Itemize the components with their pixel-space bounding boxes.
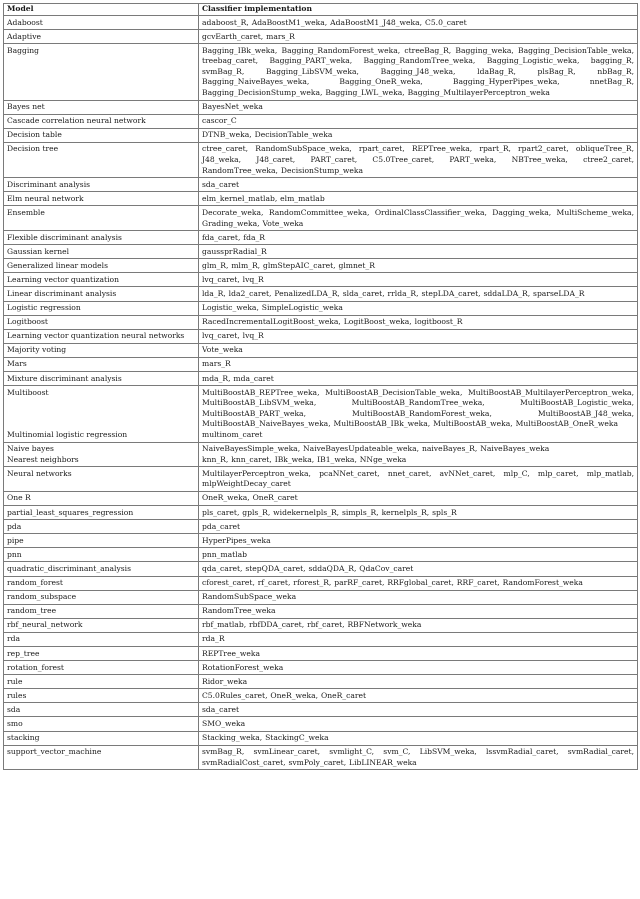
- table-row: [4, 192, 638, 206]
- model-name: Cascade correlation neural network: [7, 116, 146, 126]
- table-row: [4, 30, 638, 44]
- implementation-cell: [199, 273, 638, 287]
- implementation-list: REPTree_weka: [202, 648, 260, 658]
- table-row: [4, 372, 638, 386]
- implementation-list: Logistic_weka, SimpleLogistic_weka: [202, 303, 343, 313]
- implementation-list: Decorate_weka, RandomCommittee_weka, OrdinalClassClassifier_weka, Dagging_weka, MultiScheme_weka, Grading_weka, Vote_weka: [202, 207, 634, 228]
- table-row: [4, 717, 638, 731]
- model-cell: [4, 506, 199, 520]
- model-name: Bagging: [7, 45, 40, 55]
- model-name: rule: [7, 676, 23, 686]
- implementation-cell: [199, 576, 638, 590]
- model-cell: [4, 372, 199, 386]
- implementation-list: svmBag_R, svmLinear_caret, svmlight_C, svm_C, LibSVM_weka, lssvmRadial_caret, svmRadial_caret, svmRadialCost_caret, svmPoly_caret, LibLINEAR_weka: [202, 747, 634, 767]
- implementation-list: Bagging_IBk_weka, Bagging_RandomForest_weka, ctreeBag_R, Bagging_weka, Bagging_DecisionTable_weka, treebag_caret, Bagging_PART_weka, Bagging_RandomTree_weka, Bagging_Logistic_weka, bagging_R, svmBag_R, Bagging_LibSVM_weka, Bagging_J48_weka, ldaBag_R, plsBag_R, nbBag_R, Bagging_NaiveBayes_weka, Bagging_OneR_weka, Bagging_HyperPipes_weka, nnetBag_R, Bagging_DecisionStump_weka, Bagging_LWL_weka, Bagging_MultilayerPerceptron_weka: [202, 45, 634, 98]
- implementation-list: lda_R, lda2_caret, PenalizedLDA_R, slda_caret, rrlda_R, stepLDA_caret, sddaLDA_R, sparseLDA_R: [202, 288, 585, 298]
- implementation-list: glm_R, mlm_R, glmStepAIC_caret, glmnet_R: [202, 260, 375, 270]
- table-row: [4, 590, 638, 604]
- model-cell: [4, 442, 199, 467]
- table-row: [4, 618, 638, 632]
- model-name: rbf_neural_network: [7, 620, 83, 630]
- model-cell: [4, 16, 199, 30]
- model-cell: [4, 30, 199, 44]
- implementation-list: rbf_matlab, rbfDDA_caret, rbf_caret, RBFNetwork_weka: [202, 620, 422, 630]
- implementation-list: Ridor_weka: [202, 676, 248, 686]
- model-name: rules: [7, 690, 27, 700]
- implementation-cell: [199, 245, 638, 259]
- table-row: [4, 142, 638, 177]
- implementation-cell: [199, 231, 638, 245]
- model-name: stacking: [7, 733, 40, 743]
- table-row: [4, 16, 638, 30]
- model-name: rda: [7, 634, 21, 644]
- model-cell: [4, 689, 199, 703]
- table-row: [4, 44, 638, 100]
- model-cell: [4, 731, 199, 745]
- implementation-cell: [199, 506, 638, 520]
- model-name: smo: [7, 718, 23, 728]
- implementation-cell: [199, 632, 638, 646]
- model-cell: [4, 178, 199, 192]
- implementation-list: knn_R, knn_caret, IBk_weka, IB1_weka, NNge_weka: [202, 454, 407, 464]
- implementation-list: SMO_weka: [202, 718, 246, 728]
- implementation-list: pda_caret: [202, 521, 241, 531]
- model-name: partial_least_squares_regression: [7, 507, 134, 517]
- table-row: [4, 647, 638, 661]
- implementation-cell: [199, 100, 638, 114]
- implementation-cell: [199, 731, 638, 745]
- model-cell: [4, 590, 199, 604]
- table-row: [4, 231, 638, 245]
- implementation-list: rda_R: [202, 634, 225, 644]
- implementation-cell: [199, 128, 638, 142]
- table-row: [4, 661, 638, 675]
- table-row: [4, 689, 638, 703]
- model-cell: [4, 467, 199, 492]
- implementation-cell: [199, 343, 638, 357]
- table-row: [4, 467, 638, 492]
- implementation-cell: [199, 590, 638, 604]
- implementation-list: mda_R, mda_caret: [202, 373, 274, 383]
- model-name: Discriminant analysis: [7, 179, 91, 189]
- model-cell: [4, 114, 199, 128]
- implementation-list: mars_R: [202, 359, 231, 369]
- table-body: [4, 16, 638, 770]
- model-cell: [4, 273, 199, 287]
- implementation-list: gcvEarth_caret, mars_R: [202, 31, 295, 41]
- implementation-list: cforest_caret, rf_caret, rforest_R, parRF_caret, RRFglobal_caret, RRF_caret, RandomForest_weka: [202, 578, 583, 588]
- implementation-cell: [199, 16, 638, 30]
- table-row: [4, 245, 638, 259]
- implementation-list: Vote_weka: [202, 345, 243, 355]
- implementation-cell: [199, 548, 638, 562]
- implementation-cell: [199, 520, 638, 534]
- implementation-list: fda_caret, fda_R: [202, 232, 265, 242]
- model-cell: [4, 315, 199, 329]
- table-row: [4, 287, 638, 301]
- model-cell: [4, 717, 199, 731]
- implementation-list: adaboost_R, AdaBoostM1_weka, AdaBoostM1_J48_weka, C5.0_caret: [202, 17, 467, 27]
- implementation-cell: [199, 329, 638, 343]
- table-row: [4, 315, 638, 329]
- table-row: [4, 534, 638, 548]
- table-row: [4, 548, 638, 562]
- implementation-list: sda_caret: [202, 704, 240, 714]
- model-name: pnn: [7, 549, 22, 559]
- model-name: Generalized linear models: [7, 260, 108, 270]
- model-name: Logistic regression: [7, 303, 81, 313]
- implementation-cell: [199, 30, 638, 44]
- model-name: Learning vector quantization neural networks: [7, 331, 185, 341]
- model-name: Decision tree: [7, 144, 59, 154]
- model-name: Mixture discriminant analysis: [7, 373, 122, 383]
- model-cell: [4, 491, 199, 505]
- model-name: quadratic_discriminant_analysis: [7, 563, 131, 573]
- implementation-cell: [199, 259, 638, 273]
- model-name: Learning vector quantization: [7, 274, 120, 284]
- implementation-list: DTNB_weka, DecisionTable_weka: [202, 130, 333, 140]
- model-cell: [4, 357, 199, 371]
- table-row: [4, 206, 638, 231]
- model-cell: [4, 128, 199, 142]
- implementation-list: RotationForest_weka: [202, 662, 284, 672]
- model-cell: [4, 287, 199, 301]
- model-cell: [4, 206, 199, 231]
- table-row: [4, 604, 638, 618]
- header-model: Model: [4, 4, 199, 16]
- implementation-list: RandomTree_weka: [202, 606, 276, 616]
- model-cell: [4, 745, 199, 770]
- model-cell: [4, 675, 199, 689]
- model-cell: [4, 618, 199, 632]
- implementation-list: RandomSubSpace_weka: [202, 592, 297, 602]
- model-cell: [4, 632, 199, 646]
- implementation-cell: [199, 386, 638, 442]
- model-cell: [4, 534, 199, 548]
- implementation-list: cascor_C: [202, 116, 237, 126]
- model-cell: [4, 661, 199, 675]
- implementation-cell: [199, 604, 638, 618]
- table-row: [4, 562, 638, 576]
- model-name: Bayes net: [7, 102, 45, 112]
- model-name: Logitboost: [7, 317, 48, 327]
- table-row: [4, 259, 638, 273]
- model-name: rotation_forest: [7, 662, 64, 672]
- model-name: Naive bayes: [7, 444, 54, 454]
- model-cell: [4, 562, 199, 576]
- implementation-cell: [199, 618, 638, 632]
- implementation-list: lvq_caret, lvq_R: [202, 331, 264, 341]
- model-cell: [4, 245, 199, 259]
- model-name: Multiboost: [7, 387, 49, 397]
- implementation-list: sda_caret: [202, 179, 240, 189]
- table-row: [4, 357, 638, 371]
- table-row: [4, 100, 638, 114]
- implementation-cell: [199, 675, 638, 689]
- implementation-list: HyperPipes_weka: [202, 535, 271, 545]
- table-row: [4, 745, 638, 770]
- implementation-list: gaussprRadial_R: [202, 246, 267, 256]
- table-row: [4, 301, 638, 315]
- table-row: [4, 386, 638, 442]
- model-name: Nearest neighbors: [7, 454, 79, 464]
- implementation-list: MultiBoostAB_REPTree_weka, MultiBoostAB_DecisionTable_weka, MultiBoostAB_MultilayerPerceptron_weka, MultiBoostAB_LibSVM_weka, MultiBoostAB_RandomTree_weka, MultiBoostAB_Logistic_weka, MultiBoostAB_PART_weka, MultiBoostAB_RandomForest_weka, MultiBoostAB_J48_weka, MultiBoostAB_NaiveBayes_weka, MultiBoostAB_IBk_weka, MultiBoostAB_weka, MultiBoostAB_OneR_weka: [202, 387, 634, 429]
- implementation-cell: [199, 372, 638, 386]
- model-name: Linear discriminant analysis: [7, 288, 117, 298]
- implementation-cell: [199, 301, 638, 315]
- model-name: pipe: [7, 535, 24, 545]
- implementation-list: C5.0Rules_caret, OneR_weka, OneR_caret: [202, 690, 367, 700]
- implementation-list: ctree_caret, RandomSubSpace_weka, rpart_caret, REPTree_weka, rpart_R, rpart2_caret, obliqueTree_R, J48_weka, J48_caret, PART_caret, C5.0Tree_caret, PART_weka, NBTree_weka, ctree2_caret, RandomTree_weka, DecisionStump_weka: [202, 144, 634, 175]
- model-name: sda: [7, 704, 21, 714]
- model-cell: [4, 142, 199, 177]
- table-row: [4, 703, 638, 717]
- implementation-list: MultilayerPerceptron_weka, pcaNNet_caret, nnet_caret, avNNet_caret, mlp_C, mlp_caret, mlp_matlab, mlpWeightDecay_caret: [202, 468, 634, 489]
- implementation-list: lvq_caret, lvq_R: [202, 274, 264, 284]
- table-row: [4, 506, 638, 520]
- implementation-cell: [199, 44, 638, 100]
- implementation-cell: [199, 647, 638, 661]
- model-name: Neural networks: [7, 468, 72, 478]
- implementation-cell: [199, 717, 638, 731]
- implementation-list: pnn_matlab: [202, 549, 248, 559]
- table-row: [4, 114, 638, 128]
- model-name: Adaptive: [7, 31, 41, 41]
- implementation-cell: [199, 745, 638, 770]
- model-name: Ensemble: [7, 207, 45, 217]
- implementation-cell: [199, 178, 638, 192]
- model-name: pda: [7, 521, 22, 531]
- model-name: random_forest: [7, 578, 63, 588]
- implementation-list: BayesNet_weka: [202, 102, 263, 112]
- model-name: random_subspace: [7, 592, 77, 602]
- model-name: Multinomial logistic regression: [7, 430, 128, 439]
- model-name: Gaussian kernel: [7, 246, 70, 256]
- classifier-table: [3, 3, 638, 770]
- implementation-cell: [199, 287, 638, 301]
- model-cell: [4, 343, 199, 357]
- model-cell: [4, 100, 199, 114]
- implementation-list: Stacking_weka, StackingC_weka: [202, 733, 329, 743]
- implementation-cell: [199, 534, 638, 548]
- implementation-list: NaiveBayesSimple_weka, NaiveBayesUpdateable_weka, naiveBayes_R, NaiveBayes_weka: [202, 444, 550, 454]
- model-cell: [4, 647, 199, 661]
- table-row: [4, 576, 638, 590]
- model-cell: [4, 329, 199, 343]
- model-cell: [4, 192, 199, 206]
- implementation-cell: [199, 192, 638, 206]
- implementation-cell: [199, 206, 638, 231]
- model-cell: [4, 231, 199, 245]
- model-cell: [4, 386, 199, 442]
- implementation-list: multinom_caret: [202, 430, 263, 439]
- table-row: [4, 329, 638, 343]
- table-header-row: [4, 4, 638, 16]
- model-cell: [4, 301, 199, 315]
- model-name: One R: [7, 493, 31, 503]
- table-row: [4, 731, 638, 745]
- model-cell: [4, 520, 199, 534]
- model-cell: [4, 548, 199, 562]
- implementation-cell: [199, 114, 638, 128]
- table-row: [4, 343, 638, 357]
- implementation-cell: [199, 703, 638, 717]
- table-row: [4, 491, 638, 505]
- model-cell: [4, 604, 199, 618]
- model-name: Majority voting: [7, 345, 67, 355]
- table-row: [4, 178, 638, 192]
- implementation-cell: [199, 315, 638, 329]
- model-cell: [4, 703, 199, 717]
- model-name: Flexible discriminant analysis: [7, 232, 122, 242]
- implementation-list: pls_caret, gpls_R, widekernelpls_R, simpls_R, kernelpls_R, spls_R: [202, 507, 457, 517]
- model-name: Mars: [7, 359, 27, 369]
- table-row: [4, 520, 638, 534]
- implementation-cell: [199, 357, 638, 371]
- table-row: [4, 442, 638, 467]
- model-name: Adaboost: [7, 17, 43, 27]
- table-row: [4, 675, 638, 689]
- implementation-list: RacedIncrementalLogitBoost_weka, LogitBoost_weka, logitboost_R: [202, 317, 463, 327]
- table-row: [4, 128, 638, 142]
- implementation-list: qda_caret, stepQDA_caret, sddaQDA_R, QdaCov_caret: [202, 563, 414, 573]
- model-name: Elm neural network: [7, 193, 84, 203]
- model-cell: [4, 576, 199, 590]
- implementation-list: OneR_weka, OneR_caret: [202, 493, 298, 503]
- implementation-cell: [199, 562, 638, 576]
- header-implementation: Classifier implementation: [199, 4, 638, 16]
- model-cell: [4, 44, 199, 100]
- implementation-cell: [199, 689, 638, 703]
- implementation-cell: [199, 142, 638, 177]
- model-cell: [4, 259, 199, 273]
- model-name: Decision table: [7, 130, 62, 140]
- implementation-list: elm_kernel_matlab, elm_matlab: [202, 193, 325, 203]
- model-name: rep_tree: [7, 648, 40, 658]
- model-name: support_vector_machine: [7, 747, 102, 757]
- implementation-cell: [199, 467, 638, 492]
- table-row: [4, 273, 638, 287]
- implementation-cell: [199, 491, 638, 505]
- model-name: random_tree: [7, 606, 57, 616]
- table-row: [4, 632, 638, 646]
- implementation-cell: [199, 442, 638, 467]
- classifier-table-container: [3, 3, 637, 770]
- implementation-cell: [199, 661, 638, 675]
